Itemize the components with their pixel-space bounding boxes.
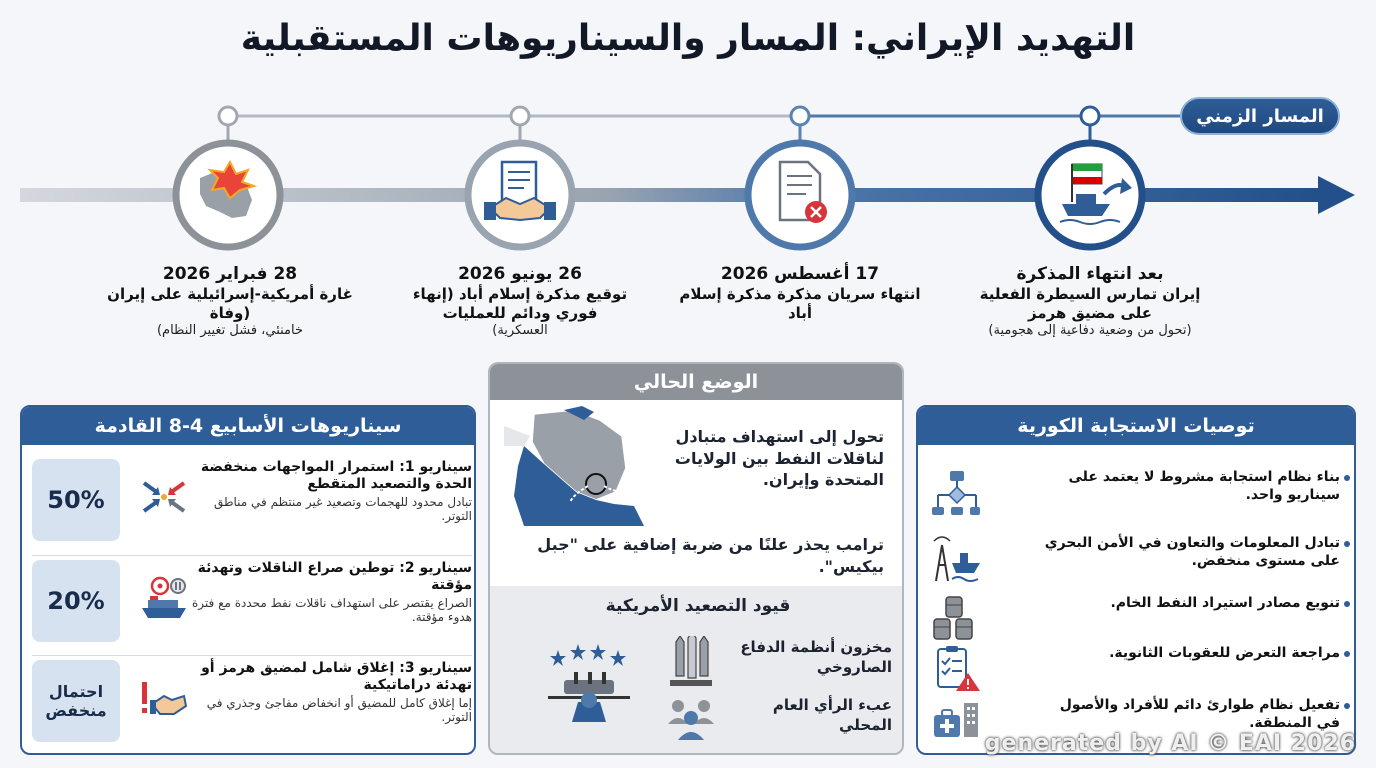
- recommendation-text: تبادل المعلومات والتعاون في الأمن البحري على مستوى منخفض.: [1044, 535, 1340, 569]
- handshake-document-icon: [468, 143, 572, 247]
- timeline-node-1: [219, 107, 237, 125]
- recommendation-4: [926, 641, 1350, 697]
- event-3-text: [675, 264, 925, 323]
- constraints-section: [490, 586, 904, 755]
- scenario-2: [32, 555, 472, 645]
- stars-soldier-icon: [544, 644, 634, 724]
- constraint-public-opinion: [666, 694, 892, 750]
- event-date: 28 فبراير 2026: [162, 264, 298, 284]
- current-situation-panel: [488, 362, 904, 755]
- recommendations-header: توصيات الاستجابة الكورية: [918, 407, 1354, 445]
- event-4-text: [965, 264, 1215, 339]
- event-sub: العسكرية): [492, 322, 548, 338]
- checklist-warning-icon: [932, 645, 980, 693]
- event-headline: انتهاء سريان مذكرة مذكرة إسلام أباد: [679, 285, 921, 322]
- constraints-header: قيود التصعيد الأمريكية: [605, 596, 791, 616]
- event-date: 17 أغسطس 2026: [720, 264, 880, 284]
- scenario-probability: 20%: [32, 560, 120, 642]
- timeline-label: المسار الزمني: [1180, 97, 1340, 135]
- event-headline: توقيع مذكرة إسلام أباد (إنهاء فوري ودائم للعمليات: [412, 285, 628, 322]
- scenarios-panel: [20, 405, 476, 755]
- flowchart-icon: [932, 469, 980, 517]
- page-title: التهديد الإيراني: المسار والسيناريوهات المستقبلية: [240, 18, 1136, 59]
- scenario-desc: الصراع يقتصر على استهداف ناقلات نفط محددة مع فترة هدوء مؤقتة.: [191, 595, 472, 624]
- antenna-ship-icon: [932, 535, 980, 583]
- event-2-text: [395, 264, 645, 339]
- current-text-1: تحول إلى استهداف متبادل لناقلات النفط بين الولايات المتحدة وإيران.: [674, 427, 884, 490]
- watermark: generated by AI © EAI 2026: [984, 731, 1356, 756]
- recommendation-3: [926, 591, 1350, 647]
- constraint-missiles: [666, 636, 892, 692]
- oil-barrels-icon: [932, 595, 980, 643]
- scenario-title: سيناريو 3: إغلاق شامل لمضيق هرمز أو تهدئة دراماتيكية: [201, 660, 472, 693]
- recommendations-panel: [916, 405, 1356, 755]
- public-opinion-icon: [666, 696, 716, 742]
- missiles-icon: [666, 636, 714, 688]
- event-1-text: [105, 264, 355, 339]
- recommendation-text: تفعيل نظام طوارئ دائم للأفراد والأصول في المنطقة.: [1059, 697, 1340, 731]
- timeline-arrow-head: [1318, 176, 1355, 214]
- scenario-probability: احتمال منخفض: [32, 660, 120, 742]
- scenario-desc: إما إغلاق كامل للمضيق أو انخفاض مفاجئ وجذري في التوتر.: [206, 695, 472, 724]
- scenarios-header: سيناريوهات الأسابيع 4-8 القادمة: [22, 407, 474, 445]
- event-date: بعد انتهاء المذكرة: [1016, 264, 1164, 284]
- scenario-title: سيناريو 2: توطين صراع الناقلات وتهدئة مؤقتة: [197, 560, 472, 593]
- timeline-node-2: [511, 107, 529, 125]
- recommendation-text: تنويع مصادر استيراد النفط الخام.: [1110, 595, 1340, 611]
- alert-handshake-icon: [140, 674, 188, 722]
- constraint-label: مخزون أنظمة الدفاع الصاروخي: [740, 638, 892, 676]
- current-text-2: ترامب يحذر علنًا من ضربة إضافية على "جبل بيكيس".: [537, 535, 884, 576]
- timeline-node-4: [1081, 107, 1099, 125]
- iran-map-explosion-icon: [176, 143, 280, 247]
- ship-flag-icon: [1038, 143, 1142, 247]
- recommendation-text: مراجعة التعرض للعقوبات الثانوية.: [1109, 645, 1340, 661]
- constraint-label: عبء الرأي العام المحلي: [772, 696, 892, 734]
- scenario-1: [32, 455, 472, 545]
- scenario-desc: تبادل محدود للهجمات وتصعيد غير منتظم في مناطق التوتر.: [213, 494, 472, 523]
- gulf-map-icon: [504, 406, 654, 526]
- timeline-graphic: [0, 90, 1376, 260]
- tanker-target-icon: [140, 574, 188, 622]
- event-sub: خامنئي، فشل تغيير النظام): [156, 322, 304, 338]
- scenario-title: سيناريو 1: استمرار المواجهات منخفضة الحدة والتصعيد المتقطع: [200, 459, 472, 492]
- timeline-node-3: [791, 107, 809, 125]
- recommendation-text: بناء نظام استجابة مشروط لا يعتمد على سيناريو واحد.: [1068, 469, 1340, 503]
- event-headline: إيران تمارس السيطرة الفعلية على مضيق هرمز: [979, 285, 1201, 322]
- event-headline: غارة أمريكية-إسرائيلية على إيران (وفاة: [107, 285, 353, 322]
- medkit-building-icon: [932, 697, 980, 745]
- converging-arrows-icon: [140, 473, 188, 521]
- recommendation-1: [926, 465, 1350, 521]
- current-situation-header: الوضع الحالي: [490, 364, 902, 400]
- document-cancel-icon: [748, 143, 852, 247]
- event-date: 26 يونيو 2026: [458, 264, 582, 284]
- scenario-3: [32, 655, 472, 745]
- event-sub: (تحول من وضعية دفاعية إلى هجومية): [988, 322, 1192, 338]
- recommendation-2: [926, 531, 1350, 587]
- scenario-probability: 50%: [32, 459, 120, 541]
